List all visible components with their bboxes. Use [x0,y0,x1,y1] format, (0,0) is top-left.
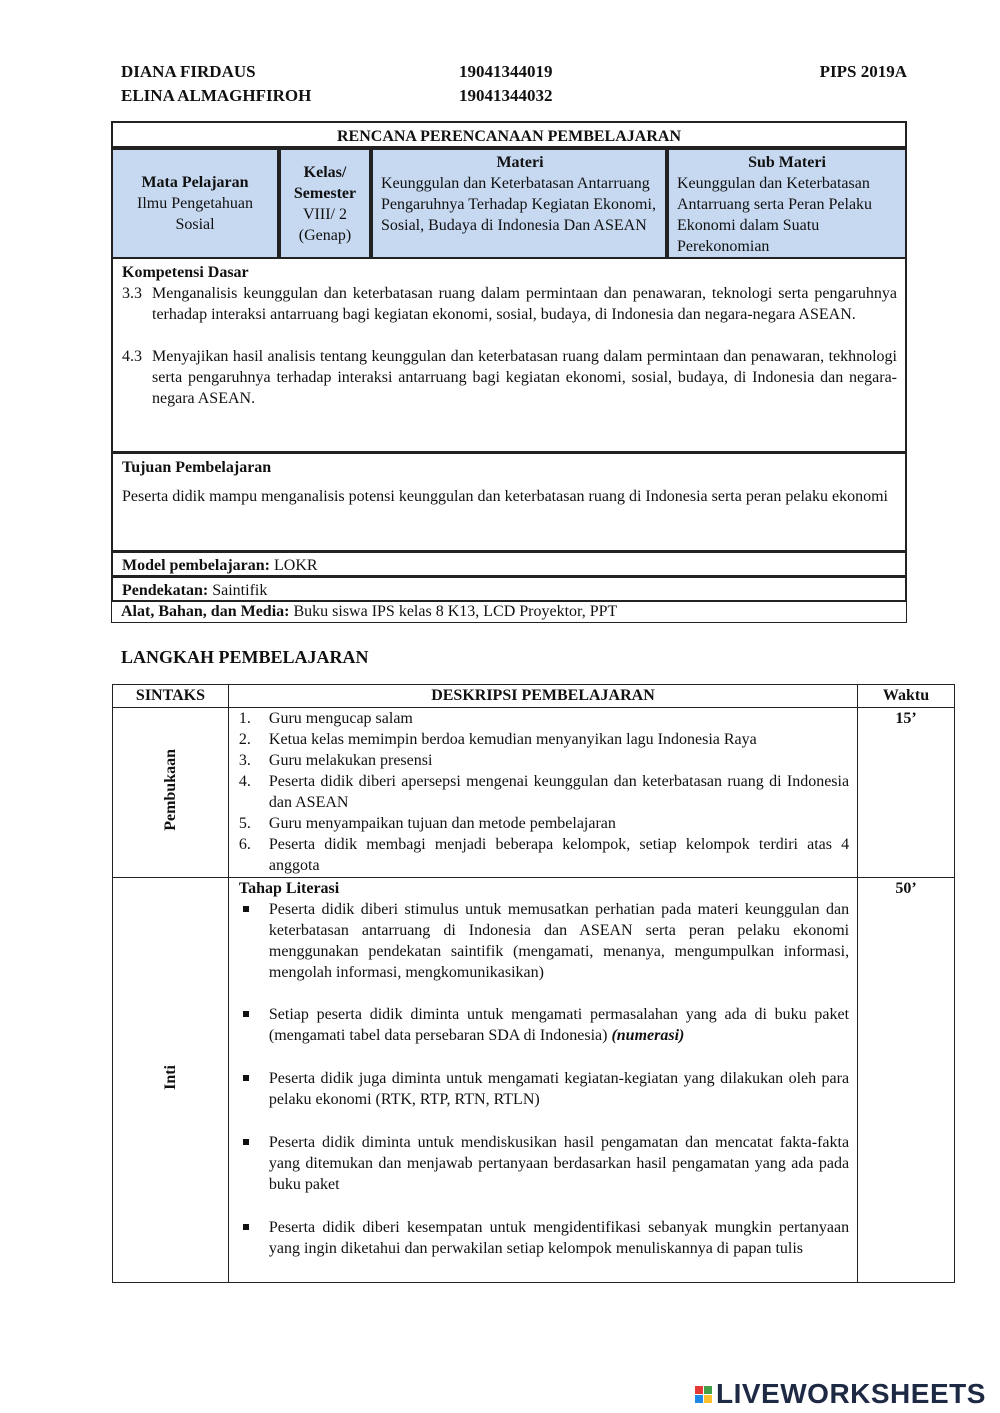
pendekatan-label: Pendekatan: [122,582,209,599]
deskripsi-cell [228,878,857,1283]
waktu-cell: 50’ [858,878,955,1283]
mapel-value: Ilmu Pengetahuan Sosial [137,195,253,233]
table-header-row [113,685,955,708]
model-label: Model pembelajaran: [122,557,270,574]
item-number: 6. [238,836,251,853]
student-nim: 19041344032 [459,86,553,105]
table-row [113,708,955,878]
list-item [239,750,849,771]
item-text: Peserta didik diminta untuk mendiskusikan hasil pengamatan dan mencatat fakta-fakta yang ditemukan dan menjawab pertanyaan berdasarkan hasil pengamatan yang ada pada buku paket [268,1134,850,1193]
item-number: 5. [238,815,251,832]
numerasi-tag: (numerasi) [611,1027,685,1044]
kd-number: 3.3 [122,285,142,302]
steps-table [112,684,955,1283]
student-nim: 19041344019 [459,62,553,81]
bullet-icon [243,1139,249,1145]
deskripsi-cell [228,708,857,878]
liveworksheets-logo [695,1377,986,1411]
alat-row [111,600,907,623]
pendekatan-value: Saintifik [212,582,268,599]
list-item [239,729,849,750]
item-text: Guru menyampaikan tujuan dan metode pembelajaran [268,815,616,832]
list-item [239,813,849,834]
item-text: Ketua kelas memimpin berdoa kemudian menyanyikan lagu Indonesia Raya [268,731,757,748]
item-text: Peserta didik diberi stimulus untuk memusatkan perhatian pada materi keunggulan dan keterbatasan antarruang di Indonesia dan ASEAN serta peran pelaku ekonomi menggunakan pendekatan saintifik (mengamati, menanya, mengumpulkan informasi, mengolah informasi, mengkomunikasikan) [268,901,850,981]
list-item [239,708,849,729]
student-name: ELINA ALMAGHFIROH [121,86,312,105]
bullet-icon [243,1075,249,1081]
sintaks-cell [113,878,229,1283]
materi-cell [371,148,667,259]
submateri-value: Keunggulan dan Keterbatasan Antarruang serta Peran Pelaku Ekonomi dalam Suatu Perekonomian [677,175,873,255]
kd-number: 4.3 [122,348,142,365]
mapel-label: Mata Pelajaran [141,174,249,191]
bullet-icon [243,906,249,912]
tujuan-label: Tujuan Pembelajaran [122,459,272,476]
student-name: DIANA FIRDAUS [121,62,256,81]
header-row [121,84,907,108]
table-row [113,878,955,1283]
item-number: 4. [238,773,251,790]
bullet-icon [243,1224,249,1230]
alat-value: Buku siswa IPS kelas 8 K13, LCD Proyektor, PPT [293,603,618,620]
item-text: Setiap peserta didik diminta untuk mengamati permasalahan yang ada di buku paket (mengamati tabel data persebaran SDA di Indonesia) [268,1006,850,1044]
item-text: Peserta didik juga diminta untuk mengamati kegiatan-kegiatan yang dilakukan oleh para pelaku ekonomi (RTK, RTP, RTN, RTLN) [268,1070,850,1108]
model-value: LOKR [273,557,318,574]
kd-item [122,346,897,409]
list-item [239,899,849,983]
kompetensi-dasar [111,257,907,453]
item-number: 1. [238,710,251,727]
kd-text: Menganalisis keunggulan dan keterbatasan ruang dalam permintaan dan penawaran, teknologi serta pengaruhnya terhadap interaksi antarruang bagi kegiatan ekonomi, sosial, budaya, di Indonesia dan negara-negara ASEAN. [152,285,897,323]
item-number: 3. [238,752,251,769]
logo-mark-icon [695,1386,712,1403]
submateri-label: Sub Materi [748,154,826,171]
list-item [239,1217,849,1259]
list-item [239,1004,849,1046]
inti-label: Inti [161,1064,179,1090]
pendekatan-row [111,576,907,602]
item-text: Guru mengucap salam [268,710,413,727]
item-number: 2. [238,731,251,748]
tahap-title: Tahap Literasi [238,880,340,897]
kelas-cell [279,148,371,259]
alat-label: Alat, Bahan, dan Media: [121,603,290,620]
col-waktu: Waktu [858,685,955,708]
item-text: Guru melakukan presensi [268,752,433,769]
item-text: Peserta didik diberi kesempatan untuk mengidentifikasi sebanyak mungkin pertanyaan yang ingin diketahui dan perwakilan setiap kelompok menuliskannya di papan tulis [268,1219,850,1257]
logo-text: LIVEWORKSHEETS [716,1378,986,1409]
item-text: Peserta didik membagi menjadi beberapa kelompok, setiap kelompok terdiri atas 4 anggota [268,836,850,874]
kd-label: Kompetensi Dasar [122,264,249,281]
rpp-table [111,121,907,623]
item-text: Peserta didik diberi apersepsi mengenai keunggulan dan keterbatasan ruang di Indonesia dan ASEAN [268,773,850,811]
materi-value: Keunggulan dan Keterbatasan Antarruang Pengaruhnya Terhadap Kegiatan Ekonomi, Sosial, Budaya di Indonesia Dan ASEAN [381,175,656,234]
pembukaan-list [229,708,857,876]
list-item [239,771,849,813]
col-deskripsi: DESKRIPSI PEMBELAJARAN [228,685,857,708]
kd-item [122,283,897,325]
rpp-title: RENCANA PERENCANAAN PEMBELAJARAN [111,121,907,148]
inti-list [229,878,857,1259]
submateri-cell [667,148,907,259]
waktu-cell: 15’ [858,708,955,878]
list-item [239,834,849,876]
bullet-icon [243,1011,249,1017]
section-title: LANGKAH PEMBELAJARAN [121,647,369,667]
header-row [121,60,907,84]
model-row [111,551,907,577]
student-class: PIPS 2019A [819,62,907,81]
materi-label: Materi [496,154,544,171]
pembukaan-label: Pembukaan [161,748,179,831]
list-item [239,1068,849,1110]
col-sintaks: SINTAKS [113,685,229,708]
sintaks-cell [113,708,229,878]
kelas-label: Kelas/ Semester [293,164,357,202]
student-header [121,60,907,108]
mapel-cell [111,148,279,259]
tujuan-text: Peserta didik mampu menganalisis potensi keunggulan dan keterbatasan ruang di Indonesia serta peran pelaku ekonomi [122,488,888,505]
kd-text: Menyajikan hasil analisis tentang keunggulan dan keterbatasan ruang dalam permintaan dan penawaran, tekhnologi serta pengaruhnya terhadap interaksi antarruang bagi kegiatan ekonomi, sosial, budaya, di Indonesia dan negara-negara ASEAN. [152,348,897,407]
kelas-value: VIII/ 2 (Genap) [298,206,352,244]
tujuan-pembelajaran [111,452,907,552]
list-item [239,1132,849,1195]
